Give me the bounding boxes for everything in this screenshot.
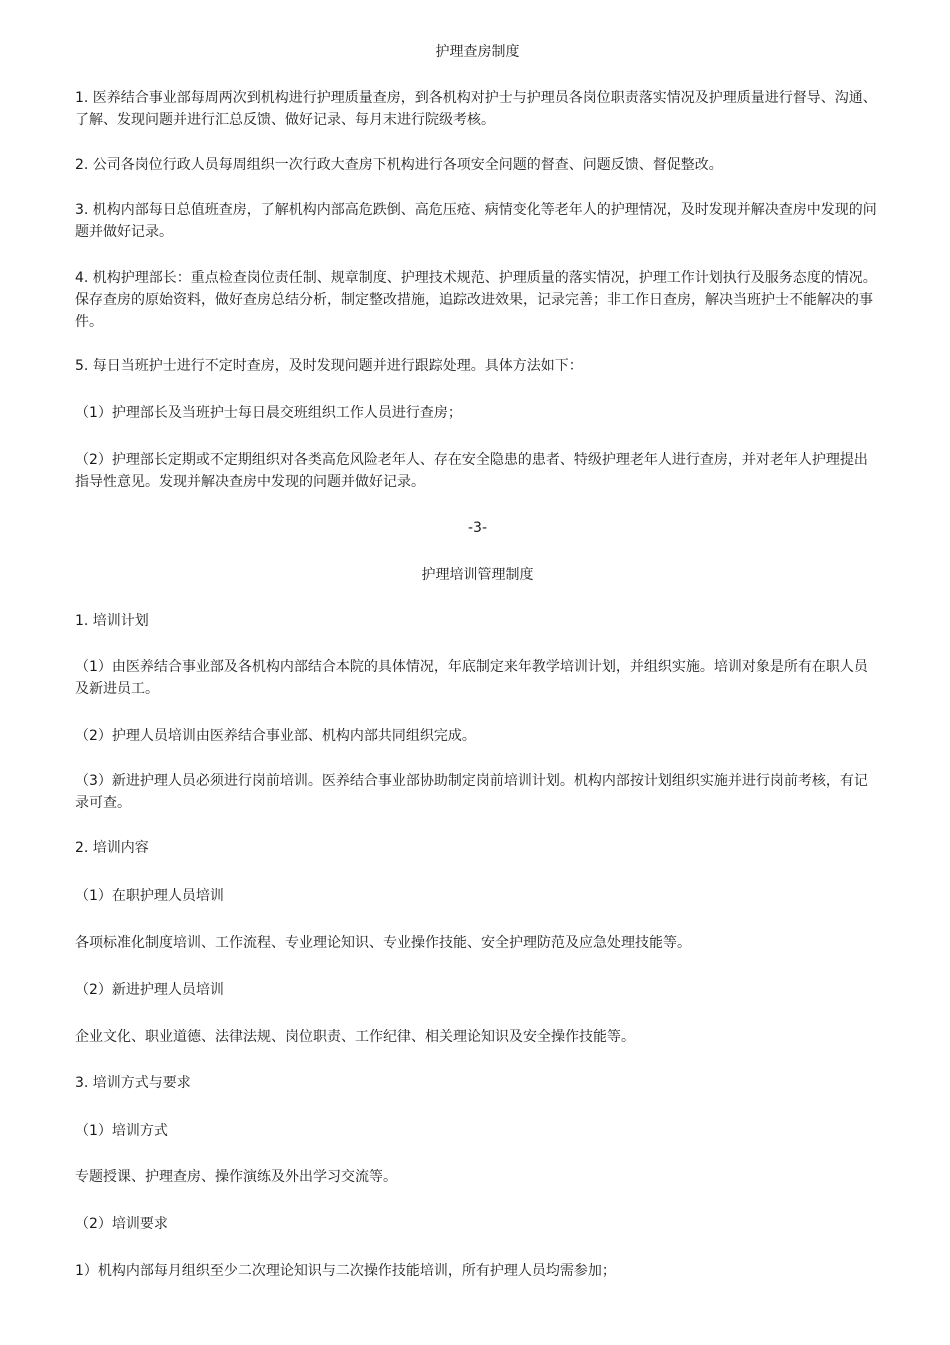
paragraph-rounds-5-item-2: （2）护理部长定期或不定期组织对各类高危风险老年人、存在安全隐患的患者、特级护理老年人进行查房，并对老年人护理提出指导性意见。发现并解决查房中发现的问题并做好记录。 bbox=[75, 452, 868, 490]
subheading-training-methods: （1）培训方式 bbox=[75, 1123, 168, 1139]
paragraph-rounds-1: 1. 医养结合事业部每周两次到机构进行护理质量查房，到各机构对护士与护理员各岗位职责落实情况及护理质量进行督导、沟通、了解、发现问题并进行汇总反馈、做好记录、每月末进行院级考核。 bbox=[75, 90, 877, 128]
section-title-training: 护理培训管理制度 bbox=[421, 567, 534, 583]
paragraph-training-methods: 专题授课、护理查房、操作演练及外出学习交流等。 bbox=[75, 1169, 397, 1185]
paragraph-training-plan-3: （3）新进护理人员必须进行岗前培训。医养结合事业部协助制定岗前培训计划。机构内部按计划组织实施并进行岗前考核，有记录可查。 bbox=[75, 773, 868, 811]
subheading-new-staff-training: （2）新进护理人员培训 bbox=[75, 982, 224, 998]
paragraph-rounds-4: 4. 机构护理部长：重点检查岗位责任制、规章制度、护理技术规范、护理质量的落实情况，护理工作计划执行及服务态度的情况。保存查房的原始资料，做好查房总结分析，制定整改措施，追踪改进效果，记录完善；非工作日查房，解决当班护士不能解决的事件。 bbox=[75, 270, 877, 330]
paragraph-new-staff-training: 企业文化、职业道德、法律法规、岗位职责、工作纪律、相关理论知识及安全操作技能等。 bbox=[75, 1029, 635, 1045]
subheading-training-requirements: （2）培训要求 bbox=[75, 1216, 168, 1232]
paragraph-training-requirement-1: 1）机构内部每月组织至少二次理论知识与二次操作技能培训，所有护理人员均需参加； bbox=[75, 1263, 616, 1279]
heading-training-plan: 1. 培训计划 bbox=[75, 613, 149, 629]
heading-training-content: 2. 培训内容 bbox=[75, 840, 149, 856]
paragraph-training-plan-2: （2）护理人员培训由医养结合事业部、机构内部共同组织完成。 bbox=[75, 728, 476, 744]
heading-training-methods: 3. 培训方式与要求 bbox=[75, 1075, 191, 1091]
paragraph-rounds-5: 5. 每日当班护士进行不定时查房，及时发现问题并进行跟踪处理。具体方法如下： bbox=[75, 358, 583, 374]
paragraph-rounds-2: 2. 公司各岗位行政人员每周组织一次行政大查房下机构进行各项安全问题的督查、问题反馈、督促整改。 bbox=[75, 157, 723, 173]
subheading-in-service-training: （1）在职护理人员培训 bbox=[75, 888, 224, 904]
page-number: -3- bbox=[467, 520, 487, 536]
section-title-ward-rounds: 护理查房制度 bbox=[435, 44, 520, 60]
paragraph-training-plan-1: （1）由医养结合事业部及各机构内部结合本院的具体情况，年底制定来年教学培训计划，并组织实施。培训对象是所有在职人员及新进员工。 bbox=[75, 659, 868, 697]
paragraph-in-service-training: 各项标准化制度培训、工作流程、专业理论知识、专业操作技能、安全护理防范及应急处理技能等。 bbox=[75, 935, 691, 951]
paragraph-rounds-5-item-1: （1）护理部长及当班护士每日晨交班组织工作人员进行查房； bbox=[75, 405, 462, 421]
paragraph-rounds-3: 3. 机构内部每日总值班查房，了解机构内部高危跌倒、高危压疮、病情变化等老年人的护理情况，及时发现并解决查房中发现的问题并做好记录。 bbox=[75, 202, 877, 240]
